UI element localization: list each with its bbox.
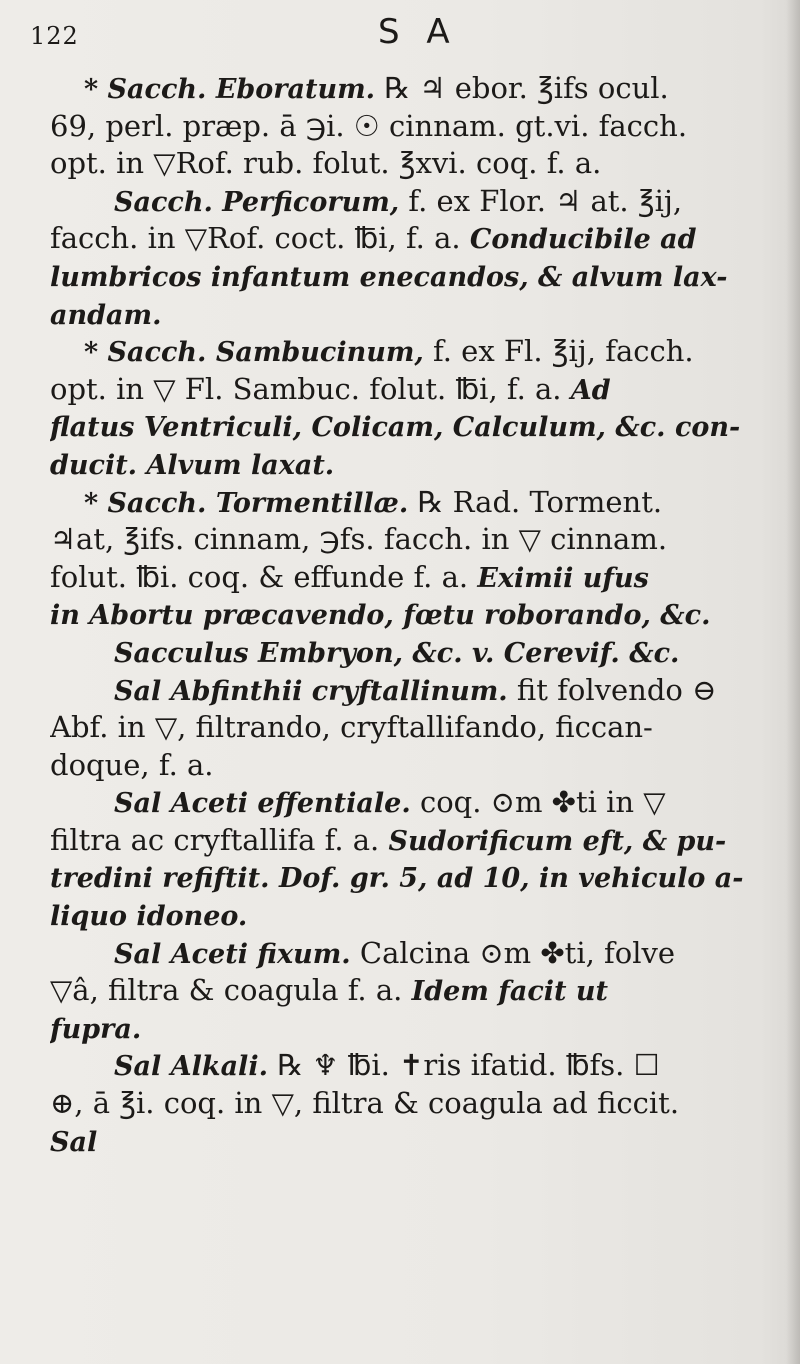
italic-text: lumbricos infantum enecandos, & alvum lax- xyxy=(50,261,728,293)
roman-text: opt. in ▽ Fl. Sambuc. folut. ℔i, f. a. xyxy=(50,371,571,406)
entry-line xyxy=(50,220,795,258)
roman-text: coq. ⊙m ✤ti in ▽ xyxy=(410,785,666,820)
roman-text: facch. in ▽Rof. coct. ℔i, f. a. xyxy=(50,221,470,256)
entry-line xyxy=(50,897,795,935)
entry-first-line xyxy=(50,484,795,522)
entry-line xyxy=(50,559,795,597)
entry-line xyxy=(50,972,795,1010)
italic-text: Sudorificum eft, & pu- xyxy=(388,825,727,857)
roman-text: folut. ℔i. coq. & effunde f. a. xyxy=(50,559,478,594)
page-body xyxy=(50,70,795,1160)
entry-line xyxy=(50,822,795,860)
entry-line xyxy=(50,108,795,146)
italic-text: liquo idoneo. xyxy=(50,901,248,933)
italic-text: Idem facit ut xyxy=(411,976,609,1008)
italic-text: * Sacch. Tormentillæ. xyxy=(84,487,409,519)
entry-first-line xyxy=(50,183,795,221)
italic-text: tredini refiftit. Dof. gr. 5, ad 10, in vehiculo a- xyxy=(50,863,744,895)
entry-line xyxy=(50,859,795,897)
entry-line xyxy=(50,1010,795,1048)
italic-text: Sal Aceti fixum. xyxy=(114,938,351,970)
roman-text: filtra ac cryftallifa f. a. xyxy=(50,822,389,857)
entry-first-line xyxy=(50,784,795,822)
roman-text: ℞ ♆ ℔i. ✝ris ifatid. ℔fs. ☐ xyxy=(267,1048,660,1083)
entry-line xyxy=(50,296,795,334)
entry-line xyxy=(50,521,795,559)
roman-text: ⊕, ā ℥i. coq. in ▽, filtra & coagula ad ficcit. xyxy=(50,1086,680,1121)
roman-text: ℞ ♃ ebor. ℥ifs ocul. xyxy=(375,71,669,105)
italic-text: flatus Ventriculi, Colicam, Calculum, &c. con- xyxy=(50,412,741,444)
entry-line xyxy=(50,145,795,183)
entry xyxy=(50,333,795,483)
roman-text: Calcina ⊙m ✤ti, folve xyxy=(350,935,676,970)
entry-line xyxy=(50,258,795,296)
running-title: S A xyxy=(378,12,458,52)
entry xyxy=(50,183,795,333)
entry-line xyxy=(50,1123,795,1161)
roman-text: ▽â, filtra & coagula f. a. xyxy=(50,973,412,1008)
entry xyxy=(50,672,795,785)
italic-text: fupra. xyxy=(50,1013,142,1045)
roman-text: ♃at, ℥ifs. cinnam, ℈fs. facch. in ▽ cinnam. xyxy=(50,522,668,557)
italic-text: ducit. Alvum laxat. xyxy=(50,449,335,481)
entry xyxy=(50,935,795,1048)
roman-text: f. ex Fl. ℥ij, facch. xyxy=(423,334,694,369)
italic-text: * Sacch. Eboratum. xyxy=(84,74,376,105)
italic-text: Sacch. Perficorum, xyxy=(114,186,400,218)
page-number: 122 xyxy=(30,22,79,50)
italic-text: Sacculus Embryon, &c. v. Cerevif. &c. xyxy=(114,637,680,669)
entry-line xyxy=(50,596,795,634)
entry-first-line xyxy=(50,1047,795,1085)
roman-text: ℞ Rad. Torment. xyxy=(408,484,663,519)
roman-text: 69, perl. præp. ā ℈i. ☉ cinnam. gt.vi. facch. xyxy=(50,108,688,143)
italic-text: Sal xyxy=(50,1126,98,1158)
italic-text: Eximii ufus xyxy=(477,562,649,594)
italic-text: Conducibile ad xyxy=(469,224,697,256)
italic-text: Sal Alkali. xyxy=(114,1051,268,1083)
entry-line xyxy=(50,709,795,747)
entry-line xyxy=(50,747,795,785)
italic-text: in Abortu præcavendo, fœtu roborando, &c. xyxy=(50,600,711,632)
entry-line xyxy=(50,446,795,484)
entry-first-line xyxy=(50,634,795,672)
entry-line xyxy=(50,408,795,446)
entry-first-line xyxy=(50,70,795,108)
italic-text: andam. xyxy=(50,299,162,331)
italic-text: * Sacch. Sambucinum, xyxy=(84,337,424,369)
running-head xyxy=(0,8,800,58)
entry xyxy=(50,1047,795,1160)
entry xyxy=(50,484,795,634)
entry xyxy=(50,70,795,183)
entry xyxy=(50,634,795,672)
entry-first-line xyxy=(50,333,795,371)
roman-text: opt. in ▽Rof. rub. folut. ℥xvi. coq. f. a. xyxy=(50,146,602,181)
roman-text: fit folvendo ⊖ xyxy=(507,672,717,707)
italic-text: Sal Aceti effentiale. xyxy=(114,788,411,820)
entry-line xyxy=(50,1085,795,1123)
entry-first-line xyxy=(50,672,795,710)
roman-text: Abf. in ▽, filtrando, cryftallifando, ficcan- xyxy=(50,710,653,745)
roman-text: doque, f. a. xyxy=(50,747,214,782)
italic-text: Ad xyxy=(570,374,611,406)
roman-text: f. ex Flor. ♃ at. ℥ij, xyxy=(399,183,683,218)
entry-line xyxy=(50,371,795,409)
italic-text: Sal Abfinthii cryftallinum. xyxy=(114,675,508,707)
entry-first-line xyxy=(50,935,795,973)
entry xyxy=(50,784,795,934)
